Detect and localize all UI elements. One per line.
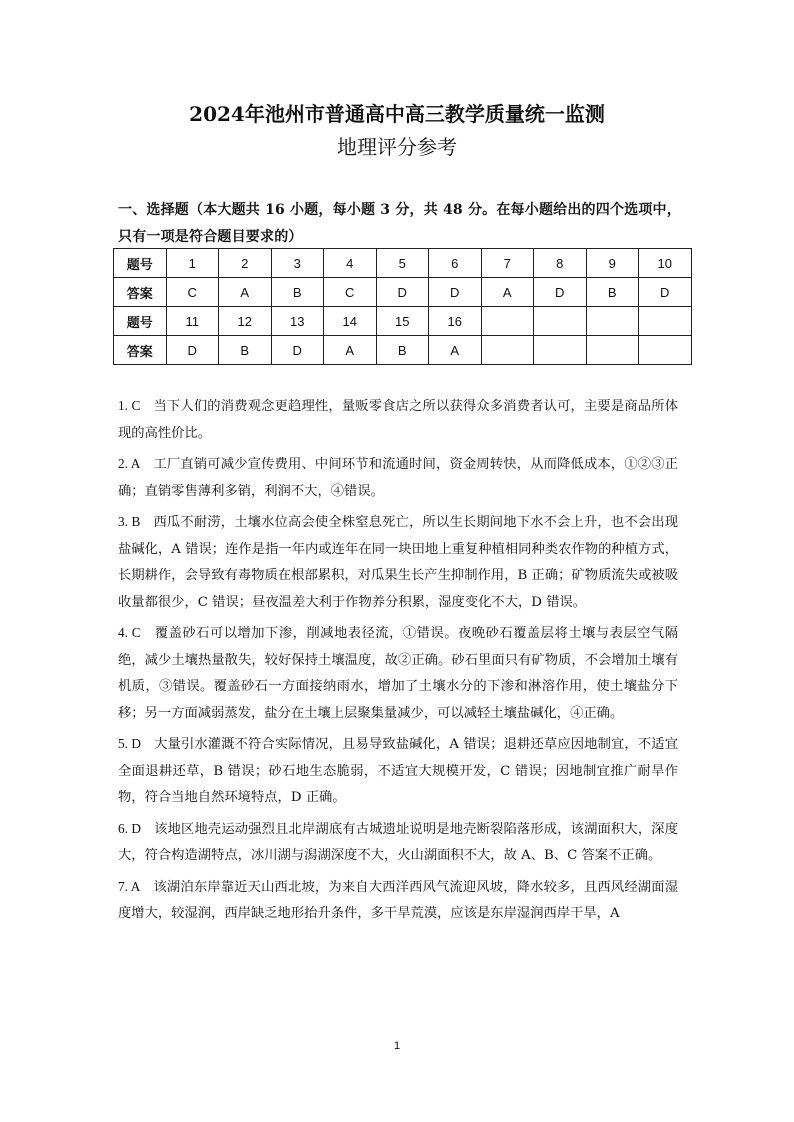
explanation-text: 覆盖砂石可以增加下渗，削减地表径流，①错误。夜晚砂石覆盖层将土壤与表层空气隔绝，减少土壤热量散失，较好保持土壤温度，故②正确。砂石里面只有矿物质，不会增加土壤有机质，③错误。覆盖砂石一方面接纳雨水，增加了土壤水分的下渗和淋溶作用，使土壤盐分下移；另一方面减弱蒸发，盐分在土壤上层聚集量减少，可以减轻土壤盐碱化，④正确。: [118, 626, 678, 721]
explanation-text: 大量引水灌溉不符合实际情况，且易导致盐碱化，A 错误；退耕还草应因地制宜，不适宜全面退耕还草，B 错误；砂石地生态脆弱，不适宜大规模开发，C 错误；因地制宜推广耐旱作物，符合当地自然环境特点，D 正确。: [118, 737, 678, 805]
question-number: 14: [324, 307, 377, 336]
section-heading: 一、选择题（本大题共 16 小题，每小题 3 分，共 48 分。在每小题给出的四个选项中，只有一项是符合题目要求的）: [118, 202, 681, 245]
empty-cell: [639, 307, 692, 336]
explanations-list: [118, 393, 678, 932]
explanation-label: 7. A: [118, 878, 141, 894]
question-number: 12: [219, 307, 272, 336]
question-number: 11: [166, 307, 219, 336]
question-number: 9: [586, 249, 639, 278]
question-number: 1: [166, 249, 219, 278]
explanation-text: 当下人们的消费观念更趋理性，量贩零食店之所以获得众多消费者认可，主要是商品所体现的高性价比。: [118, 399, 678, 441]
answer-cell: C: [324, 278, 377, 307]
explanation-item: [118, 731, 678, 812]
explanation-item: [118, 393, 678, 447]
explanation-text: 该地区地壳运动强烈且北岸湖底有古城遗址说明是地壳断裂陷落形成，该湖面积大，深度大，符合构造湖特点，冰川湖与潟湖深度不大，火山湖面积不大，故 A、B、C 答案不正确。: [118, 821, 679, 863]
explanation-text: 该湖泊东岸靠近天山西北坡，为来自大西洋西风气流迎风坡，降水较多，且西风经湖面湿度增大，较湿润，西岸缺乏地形抬升条件，多干旱荒漠，应该是东岸湿润西岸干旱，A: [118, 879, 678, 921]
row-label-question: 题号: [114, 307, 167, 336]
explanation-item: [118, 620, 678, 727]
explanation-text: 西瓜不耐涝，土壤水位高会使全株窒息死亡，所以生长期间地下水不会上升，也不会出现盐碱化，A 错误；连作是指一年内或连年在同一块田地上重复种植相同种类农作物的种植方式，长期耕作，会导致有毒物质在根部累积，对瓜果生长产生抑制作用，B 正确；矿物质流失或被吸收量都很少，C 错误；昼夜温差大利于作物养分积累，湿度变化不大，D 错误。: [118, 515, 678, 610]
answer-cell: D: [639, 278, 692, 307]
empty-cell: [639, 336, 692, 365]
table-row: [114, 307, 692, 336]
table-row: [114, 336, 692, 365]
answer-cell: B: [376, 336, 429, 365]
empty-cell: [586, 307, 639, 336]
table-row: [114, 278, 692, 307]
answer-cell: A: [481, 278, 534, 307]
explanation-text: 工厂直销可减少宣传费用、中间环节和流通时间，资金周转快，从而降低成本，①②③正确；直销零售薄利多销，利润不大，④错误。: [118, 457, 678, 499]
table-row: [114, 249, 692, 278]
row-label-question: 题号: [114, 249, 167, 278]
empty-cell: [534, 307, 587, 336]
answer-cell: C: [166, 278, 219, 307]
answer-cell: D: [534, 278, 587, 307]
empty-cell: [481, 336, 534, 365]
answer-cell: B: [271, 278, 324, 307]
explanation-item: [118, 509, 678, 616]
question-number: 6: [429, 249, 482, 278]
document-title: 2024年池州市普通高中高三教学质量统一监测: [189, 102, 605, 126]
empty-cell: [534, 336, 587, 365]
document-subtitle: 地理评分参考: [337, 135, 457, 159]
answer-cell: A: [324, 336, 377, 365]
row-label-answer: 答案: [114, 278, 167, 307]
explanation-label: 1. C: [118, 398, 141, 413]
answer-cell: A: [219, 278, 272, 307]
question-number: 4: [324, 249, 377, 278]
answer-cell: D: [429, 278, 482, 307]
explanation-label: 4. C: [118, 625, 141, 640]
question-number: 5: [376, 249, 429, 278]
empty-cell: [481, 307, 534, 336]
question-number: 13: [271, 307, 324, 336]
question-number: 16: [429, 307, 482, 336]
answer-cell: D: [166, 336, 219, 365]
question-number: 15: [376, 307, 429, 336]
explanation-item: [118, 874, 678, 928]
question-number: 7: [481, 249, 534, 278]
answer-table: [113, 248, 692, 365]
explanation-item: [118, 816, 678, 870]
empty-cell: [586, 336, 639, 365]
question-number: 8: [534, 249, 587, 278]
answer-cell: D: [271, 336, 324, 365]
question-number: 2: [219, 249, 272, 278]
answer-cell: A: [429, 336, 482, 365]
question-number: 10: [639, 249, 692, 278]
explanation-label: 6. D: [118, 820, 142, 836]
answer-cell: D: [376, 278, 429, 307]
answer-cell: B: [219, 336, 272, 365]
question-number: 3: [271, 249, 324, 278]
explanation-label: 5. D: [118, 736, 142, 751]
explanation-item: [118, 451, 678, 505]
explanation-label: 2. A: [118, 456, 141, 471]
explanation-label: 3. B: [118, 514, 141, 529]
answer-cell: B: [586, 278, 639, 307]
page-number: 1: [393, 1040, 401, 1052]
row-label-answer: 答案: [114, 336, 167, 365]
